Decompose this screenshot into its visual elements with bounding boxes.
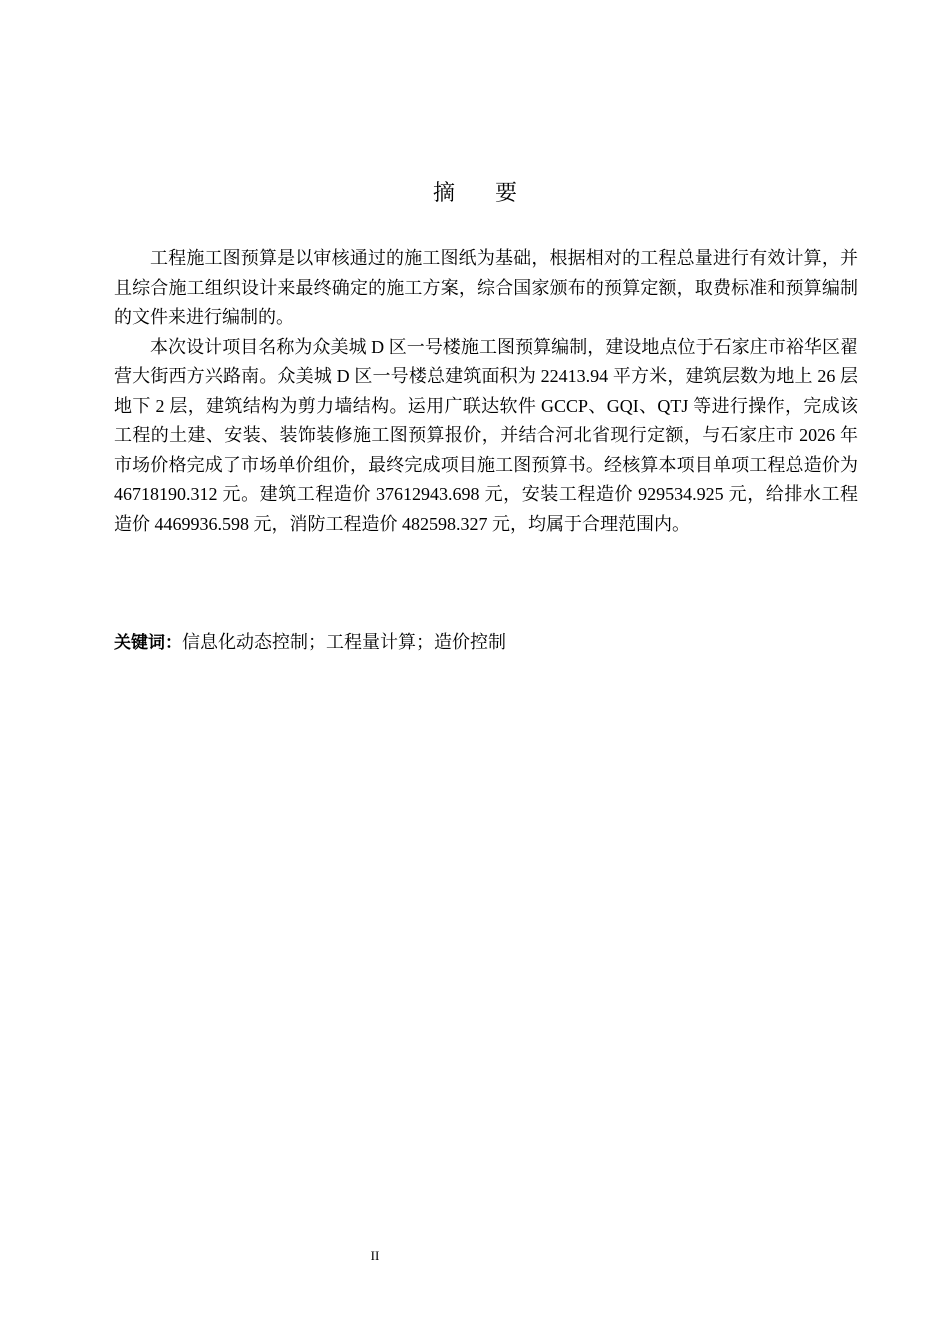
abstract-title: 摘要: [432, 181, 557, 206]
abstract-paragraph-1: 工程施工图预算是以审核通过的施工图纸为基础，根据相对的工程总量进行有效计算，并且综合施工组织设计来最终确定的施工方案，综合国家颁布的预算定额，取费标准和预算编制的文件来进行编制的。: [114, 248, 858, 327]
abstract-body: [114, 244, 858, 539]
page-number: II: [370, 1248, 380, 1263]
keywords-label: 关键词：: [114, 633, 182, 653]
abstract-paragraph-2: 本次设计项目名称为众美城 D 区一号楼施工图预算编制，建设地点位于石家庄市裕华区翟营大街西方兴路南。众美城 D 区一号楼总建筑面积为 22413.94 平方米，建筑层数为地上 26 层地下 2 层，建筑结构为剪力墙结构。运用广联达软件 GCCP、GQI、QTJ 等进行操作，完成该工程的土建、安装、装饰装修施工图预算报价，并结合河北省现行定额，与石家庄市 2026 年市场价格完成了市场单价组价，最终完成项目施工图预算书。经核算本项目单项工程总造价为 46718190.312 元。建筑工程造价 37612943.698 元，安装工程造价 929534.925 元，给排水工程造价 4469936.598 元，消防工程造价 482598.327 元，均属于合理范围内。: [114, 336, 858, 534]
keywords-text: 信息化动态控制；工程量计算；造价控制: [182, 632, 506, 652]
keywords-line: [114, 628, 858, 658]
